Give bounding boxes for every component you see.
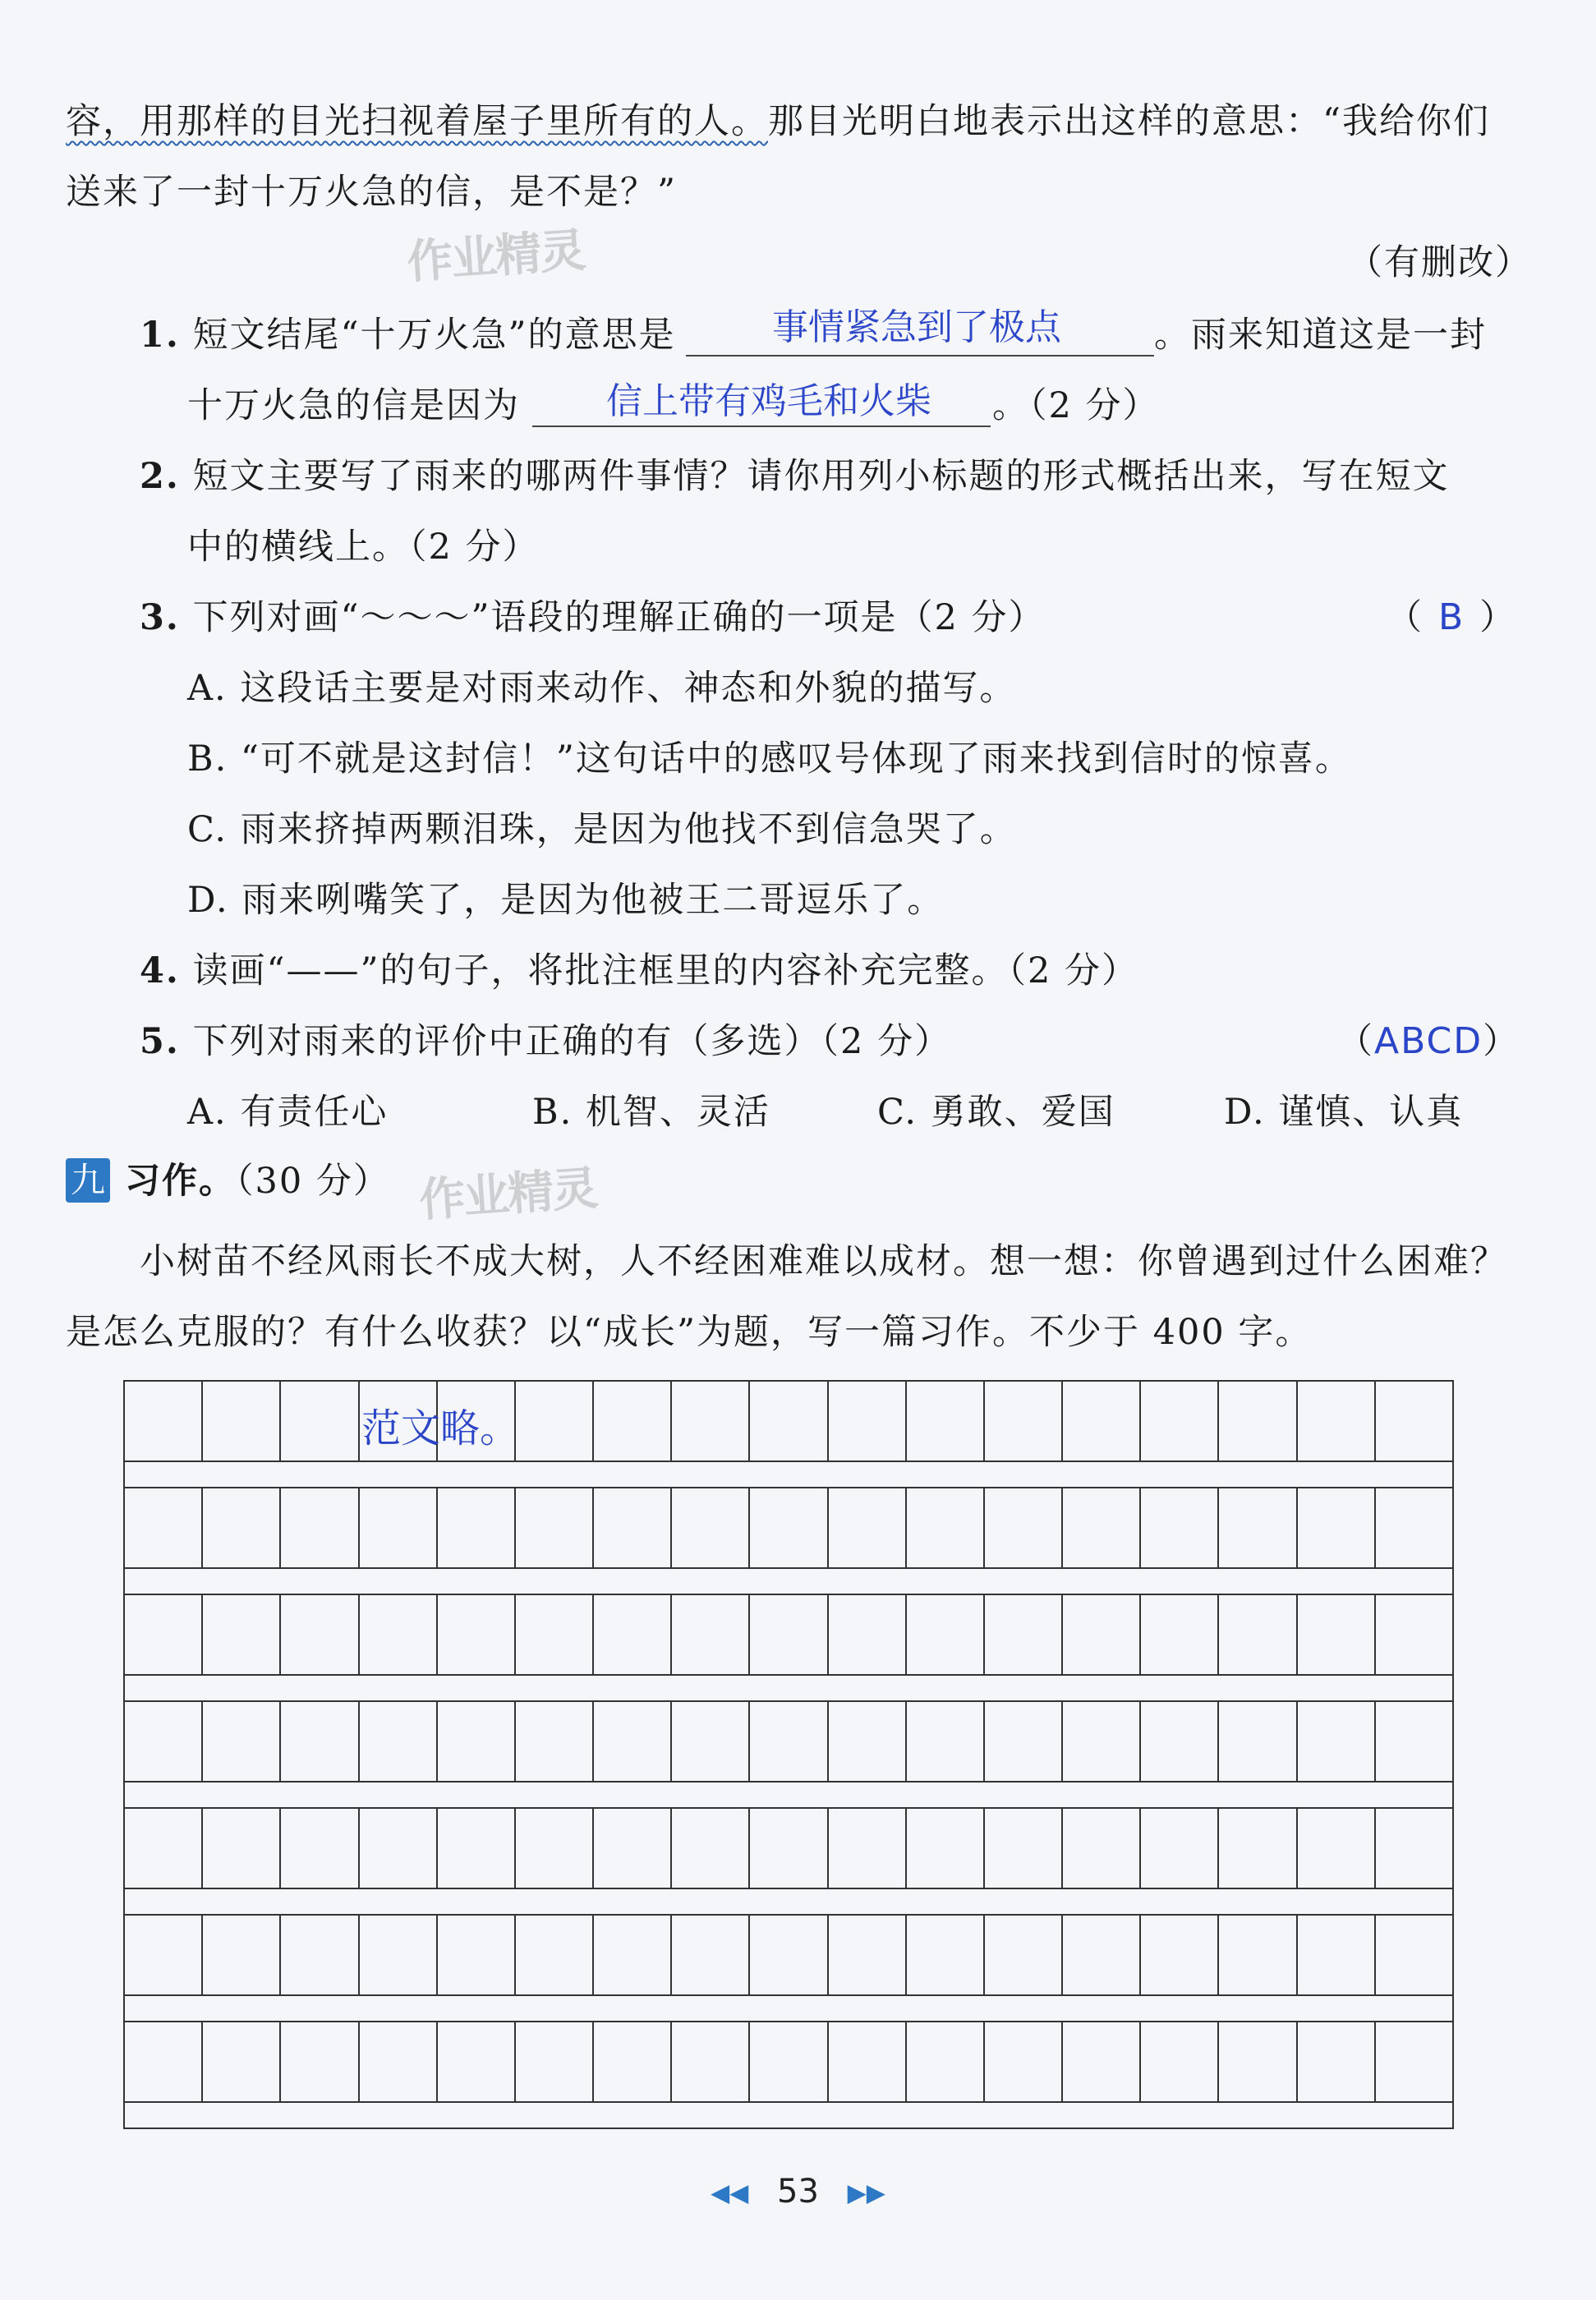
grid-cell[interactable] [672, 1809, 750, 1888]
question-1-answer-2: 信上带有鸡毛和火柴 [606, 380, 931, 422]
grid-cell[interactable] [1376, 1595, 1452, 1674]
grid-cell[interactable] [907, 1382, 985, 1460]
grid-cell[interactable] [1063, 1809, 1141, 1888]
question-3-number: 3. [140, 597, 180, 638]
grid-cell[interactable] [125, 1916, 203, 1994]
grid-cell[interactable] [750, 1595, 828, 1674]
question-3-answer-bracket [1387, 593, 1516, 642]
grid-cell[interactable] [1219, 1702, 1297, 1781]
grid-cell[interactable] [438, 1809, 516, 1888]
grid-cell[interactable] [203, 1809, 281, 1888]
grid-row [123, 1380, 1454, 1460]
grid-cell[interactable] [1298, 1595, 1376, 1674]
grid-cell[interactable] [829, 1916, 907, 1994]
passage-line-2: 送来了一封十万火急的信，是不是？” [66, 172, 677, 213]
grid-cell[interactable] [594, 1488, 672, 1567]
question-1-part-4: 。（2 分） [992, 385, 1160, 426]
watermark-1: 作业精灵 [405, 223, 586, 290]
section-9-prompt-1: 小树苗不经风雨长不成大树，人不经困难难以成材。想一想：你曾遇到过什么困难？ [140, 1241, 1507, 1282]
grid-cell[interactable] [516, 2022, 594, 2101]
question-1-part-1: 短文结尾“十万火急”的意思是 [192, 315, 676, 356]
question-2-text-1: 短文主要写了雨来的哪两件事情？请你用列小标题的形式概括出来，写在短文 [192, 456, 1450, 497]
grid-cell[interactable] [907, 1595, 985, 1674]
grid-cell[interactable] [516, 1809, 594, 1888]
grid-cell[interactable] [1141, 1702, 1219, 1781]
grid-cell[interactable] [907, 1916, 985, 1994]
question-3-line [140, 593, 1046, 642]
grid-cell[interactable] [1063, 1702, 1141, 1781]
grid-cell[interactable] [750, 1488, 828, 1567]
grid-cell[interactable] [1063, 1916, 1141, 1994]
grid-cell[interactable] [594, 1809, 672, 1888]
grid-cell[interactable] [1063, 1595, 1141, 1674]
section-9-prompt-2: 是怎么克服的？有什么收获？以“成长”为题，写一篇习作。不少于 400 字。 [66, 1312, 1313, 1353]
grid-cell[interactable] [1298, 1702, 1376, 1781]
grid-cell[interactable] [125, 1809, 203, 1888]
grid-cell[interactable] [750, 1809, 828, 1888]
grid-cell[interactable] [907, 2022, 985, 2101]
grid-cell[interactable] [1219, 1488, 1297, 1567]
page-footer [0, 2173, 1596, 2210]
grid-cell[interactable] [829, 1488, 907, 1567]
source-note: （有删改） [1347, 242, 1532, 283]
grid-row-gap [123, 1460, 1454, 1487]
paren-open: （ [1387, 597, 1424, 638]
grid-cell[interactable] [985, 2022, 1063, 2101]
grid-cell[interactable] [1219, 1382, 1297, 1460]
grid-cell[interactable] [360, 1702, 438, 1781]
grid-cell[interactable] [750, 1916, 828, 1994]
grid-cell[interactable] [594, 1916, 672, 1994]
paren-close: ） [1479, 597, 1517, 638]
grid-cell[interactable] [1141, 1916, 1219, 1994]
grid-cell[interactable] [1141, 2022, 1219, 2101]
grid-row-gap [123, 1781, 1454, 1807]
grid-row [123, 2021, 1454, 2101]
watermark-2: 作业精灵 [417, 1162, 599, 1228]
grid-cell[interactable] [985, 1382, 1063, 1460]
question-1-answer-1: 事情紧急到了极点 [772, 306, 1061, 348]
question-1-number: 1. [140, 315, 180, 356]
grid-cell[interactable] [672, 1382, 750, 1460]
grid-row [123, 1700, 1454, 1781]
grid-cell[interactable] [1219, 1809, 1297, 1888]
paren-close: ） [1483, 1021, 1520, 1062]
wavy-underlined-sentence: 容，用那样的目光扫视着屋子里所有的人。 [66, 101, 768, 142]
grid-cell[interactable] [985, 1916, 1063, 1994]
grid-cell[interactable] [1298, 1382, 1376, 1460]
grid-row [123, 1487, 1454, 1567]
grid-row-gap [123, 1888, 1454, 1914]
grid-cell[interactable] [907, 1488, 985, 1567]
grid-cell[interactable] [203, 2022, 281, 2101]
grid-cell[interactable] [516, 1702, 594, 1781]
grid-cell[interactable] [1298, 1809, 1376, 1888]
handwritten-essay-note: 范文略。 [361, 1405, 520, 1451]
question-4-text: 读画“——”的句子，将批注框里的内容补充完整。（2 分） [192, 950, 1139, 991]
grid-cell[interactable] [125, 2022, 203, 2101]
question-3-option-c: C. 雨来挤掉两颗泪珠，是因为他找不到信急哭了。 [187, 809, 1017, 850]
grid-cell[interactable] [281, 1916, 359, 1994]
grid-cell[interactable] [829, 1382, 907, 1460]
grid-cell[interactable] [1298, 1488, 1376, 1567]
question-3-text: 下列对画“～～～”语段的理解正确的一项是（2 分） [192, 597, 1046, 638]
grid-row [123, 1807, 1454, 1888]
question-4-line [140, 946, 1138, 996]
question-5-text: 下列对雨来的评价中正确的有（多选）（2 分） [192, 1021, 952, 1062]
question-1-blank-2[interactable] [532, 426, 991, 427]
grid-cell[interactable] [672, 1916, 750, 1994]
question-4-number: 4. [140, 950, 180, 991]
grid-cell[interactable] [985, 1595, 1063, 1674]
grid-cell[interactable] [438, 1488, 516, 1567]
grid-cell[interactable] [281, 1809, 359, 1888]
question-1-part-2: 。雨来知道这是一封 [1154, 315, 1487, 356]
grid-cell[interactable] [360, 1595, 438, 1674]
grid-cell[interactable] [203, 1702, 281, 1781]
passage-line-1-rest: 那目光明白地表示出这样的意思：“我给你们 [768, 101, 1490, 142]
grid-cell[interactable] [907, 1702, 985, 1781]
writing-grid[interactable] [123, 1380, 1454, 2129]
grid-cell[interactable] [985, 1702, 1063, 1781]
question-1-part-3: 十万火急的信是因为 [187, 385, 520, 426]
grid-cell[interactable] [1376, 1382, 1452, 1460]
grid-cell[interactable] [125, 1488, 203, 1567]
question-5-option-d: D. 谨慎、认真 [1224, 1092, 1464, 1133]
grid-cell[interactable] [1141, 1382, 1219, 1460]
grid-cell[interactable] [360, 1916, 438, 1994]
grid-cell[interactable] [1376, 1809, 1452, 1888]
question-3-option-d: D. 雨来咧嘴笑了，是因为他被王二哥逗乐了。 [187, 880, 945, 921]
question-1-blank-1[interactable] [686, 355, 1154, 356]
paren-open: （ [1337, 1021, 1374, 1062]
question-5-number: 5. [140, 1021, 180, 1062]
grid-cell[interactable] [281, 1488, 359, 1567]
grid-cell[interactable] [360, 2022, 438, 2101]
question-2-number: 2. [140, 456, 180, 497]
question-5-answer: ABCD [1374, 1020, 1483, 1062]
grid-cell[interactable] [907, 1809, 985, 1888]
grid-cell[interactable] [594, 1382, 672, 1460]
grid-cell[interactable] [1141, 1809, 1219, 1888]
grid-cell[interactable] [516, 1595, 594, 1674]
grid-cell[interactable] [281, 1595, 359, 1674]
question-2-line-1 [140, 452, 1450, 501]
passage-line-1 [66, 97, 1490, 146]
grid-cell[interactable] [281, 1382, 359, 1460]
question-5-line [140, 1017, 951, 1066]
question-5-option-c: C. 勇敢、爱国 [877, 1092, 1115, 1133]
next-page-icon[interactable]: ▶▶ [847, 2178, 885, 2208]
grid-cell[interactable] [203, 1382, 281, 1460]
grid-cell[interactable] [281, 2022, 359, 2101]
grid-cell[interactable] [1298, 1916, 1376, 1994]
section-9-title: 习作。 [125, 1161, 236, 1202]
grid-cell[interactable] [594, 1702, 672, 1781]
grid-cell[interactable] [672, 1488, 750, 1567]
grid-cell[interactable] [1219, 1916, 1297, 1994]
grid-cell[interactable] [516, 1382, 594, 1460]
grid-cell[interactable] [438, 1595, 516, 1674]
grid-cell[interactable] [1219, 1595, 1297, 1674]
grid-cell[interactable] [829, 2022, 907, 2101]
grid-cell[interactable] [829, 1702, 907, 1781]
grid-cell[interactable] [672, 1702, 750, 1781]
grid-cell[interactable] [203, 1488, 281, 1567]
grid-cell[interactable] [516, 1916, 594, 1994]
prev-page-icon[interactable]: ◀◀ [711, 2178, 749, 2208]
grid-cell[interactable] [985, 1809, 1063, 1888]
grid-cell[interactable] [829, 1809, 907, 1888]
grid-cell[interactable] [750, 1382, 828, 1460]
question-5-answer-bracket [1337, 1017, 1520, 1066]
question-3-answer: B [1438, 596, 1465, 638]
page-number: 53 [777, 2173, 819, 2210]
question-3-option-b: B. “可不就是这封信！”这句话中的感叹号体现了雨来找到信时的惊喜。 [187, 738, 1352, 780]
grid-cell[interactable] [438, 1702, 516, 1781]
grid-cell[interactable] [125, 1595, 203, 1674]
question-3-option-a: A. 这段话主要是对雨来动作、神态和外貌的描写。 [187, 668, 1017, 709]
question-5-option-a: A. 有责任心 [187, 1092, 389, 1133]
grid-row-gap [123, 1674, 1454, 1700]
grid-cell[interactable] [281, 1702, 359, 1781]
grid-row-gap [123, 2101, 1454, 2129]
grid-cell[interactable] [125, 1702, 203, 1781]
section-9-score: （30 分） [236, 1161, 390, 1202]
grid-cell[interactable] [1063, 2022, 1141, 2101]
section-9-heading [125, 1157, 390, 1206]
grid-cell[interactable] [360, 1809, 438, 1888]
grid-cell[interactable] [1376, 1916, 1452, 1994]
question-1-line-1 [140, 310, 676, 360]
grid-cell[interactable] [1298, 2022, 1376, 2101]
grid-cell[interactable] [985, 1488, 1063, 1567]
grid-cell[interactable] [1219, 2022, 1297, 2101]
grid-cell[interactable] [125, 1382, 203, 1460]
grid-cell[interactable] [1063, 1488, 1141, 1567]
grid-cell[interactable] [1376, 1702, 1452, 1781]
grid-row-gap [123, 1567, 1454, 1594]
grid-cell[interactable] [829, 1595, 907, 1674]
grid-cell[interactable] [1141, 1488, 1219, 1567]
grid-row [123, 1594, 1454, 1674]
grid-row [123, 1914, 1454, 1994]
grid-cell[interactable] [203, 1916, 281, 1994]
grid-cell[interactable] [360, 1488, 438, 1567]
grid-cell[interactable] [672, 1595, 750, 1674]
section-9-badge: 九 [66, 1158, 110, 1203]
grid-cell[interactable] [750, 2022, 828, 2101]
grid-cell[interactable] [672, 2022, 750, 2101]
grid-cell[interactable] [594, 1595, 672, 1674]
grid-cell[interactable] [1141, 1595, 1219, 1674]
question-2-line-2: 中的横线上。（2 分） [187, 527, 540, 568]
grid-cell[interactable] [1376, 2022, 1452, 2101]
grid-cell[interactable] [438, 2022, 516, 2101]
grid-cell[interactable] [594, 2022, 672, 2101]
grid-row-gap [123, 1994, 1454, 2021]
grid-cell[interactable] [750, 1702, 828, 1781]
grid-cell[interactable] [1063, 1382, 1141, 1460]
grid-cell[interactable] [438, 1916, 516, 1994]
grid-cell[interactable] [203, 1595, 281, 1674]
grid-cell[interactable] [516, 1488, 594, 1567]
question-5-option-b: B. 机智、灵活 [532, 1092, 770, 1133]
grid-cell[interactable] [1376, 1488, 1452, 1567]
